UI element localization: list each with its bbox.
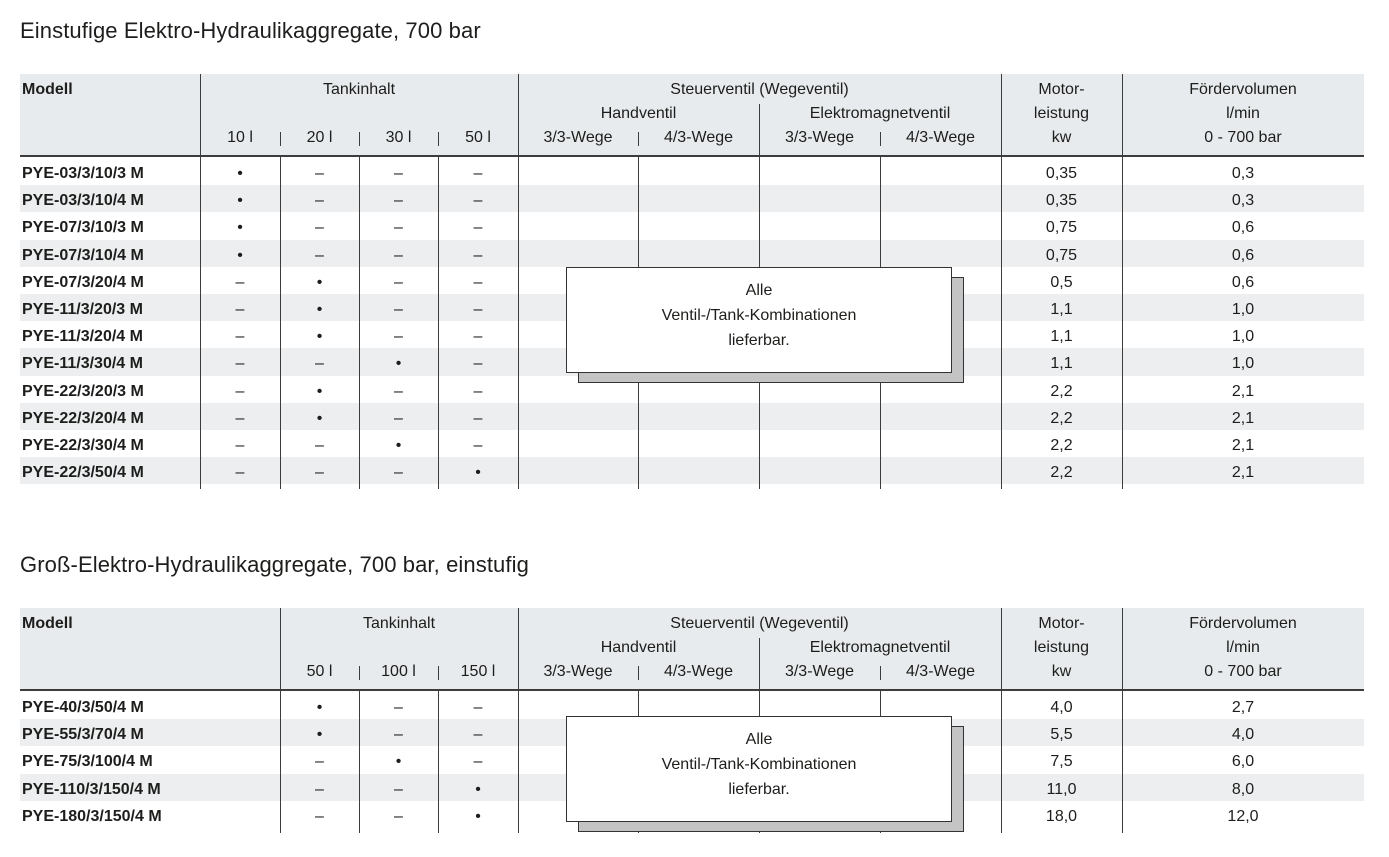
column-header-tank: Tankinhalt [362, 615, 436, 632]
header-divider [518, 74, 519, 155]
column-divider [280, 691, 281, 833]
available-dot: • [395, 437, 402, 454]
model-cell: PYE-22/3/30/4 M [22, 437, 144, 454]
model-cell: PYE-110/3/150/4 M [22, 780, 161, 798]
unavailable-dash: – [315, 355, 324, 373]
flow-volume-cell: 2,7 [1231, 699, 1255, 716]
column-header-motor: leistung [1033, 105, 1090, 122]
unavailable-dash: – [473, 726, 483, 744]
unavailable-dash: – [394, 382, 403, 400]
column-divider [1001, 691, 1002, 833]
flow-volume-cell: 0,6 [1231, 246, 1255, 264]
tank-size-header: 100 l [381, 663, 416, 680]
header-rule [20, 155, 1364, 157]
model-cell: PYE-22/3/50/4 M [22, 464, 144, 482]
flow-volume-cell: 2,1 [1231, 409, 1255, 427]
note-text: lieferbar. [728, 332, 790, 349]
unavailable-dash: – [315, 219, 324, 237]
valve-type-header: 3/3-Wege [543, 129, 613, 146]
flow-volume-cell: 2,1 [1231, 382, 1255, 400]
tank-size-header: 30 l [385, 129, 412, 146]
tank-size-tick [359, 666, 360, 680]
unavailable-dash: – [235, 464, 245, 482]
available-dot: • [237, 192, 243, 210]
motor-power-cell: 1,1 [1050, 355, 1073, 373]
model-cell: PYE-03/3/10/4 M [22, 192, 144, 210]
unavailable-dash: – [315, 464, 324, 482]
column-divider [518, 691, 519, 833]
header-rule [20, 689, 1364, 691]
unavailable-dash: – [394, 219, 403, 237]
valve-type-tick [880, 132, 881, 146]
model-cell: PYE-55/3/70/4 M [22, 726, 144, 744]
header-divider [280, 608, 281, 689]
column-divider [359, 157, 360, 489]
tank-size-header: 50 l [306, 663, 333, 680]
motor-power-cell: 0,35 [1045, 192, 1078, 210]
flow-volume-cell: 2,1 [1231, 437, 1255, 454]
column-header-flow: Fördervolumen [1189, 81, 1297, 98]
header-divider [1122, 74, 1123, 155]
motor-power-cell: 0,75 [1045, 246, 1078, 264]
unavailable-dash: – [473, 753, 483, 771]
tank-size-tick [438, 132, 439, 146]
motor-power-cell: 0,75 [1045, 219, 1078, 237]
column-header-flow: Fördervolumen [1189, 615, 1297, 632]
flow-volume-cell: 0,3 [1231, 165, 1255, 182]
model-cell: PYE-22/3/20/4 M [22, 409, 144, 427]
tank-size-header: 50 l [465, 129, 491, 146]
tank-size-tick [359, 132, 360, 146]
header-divider [1001, 74, 1002, 155]
column-divider [438, 157, 439, 489]
note-text: lieferbar. [728, 781, 790, 798]
unavailable-dash: – [394, 192, 403, 210]
motor-power-cell: 18,0 [1045, 807, 1078, 825]
column-header-flow: l/min [1226, 639, 1260, 656]
model-cell: PYE-22/3/20/3 M [22, 382, 144, 400]
tank-size-header: 20 l [306, 129, 333, 146]
flow-volume-cell: 8,0 [1231, 780, 1255, 798]
valve-type-header: 3/3-Wege [784, 663, 855, 680]
flow-volume-cell: 2,1 [1231, 464, 1255, 482]
column-header-motor: leistung [1033, 639, 1090, 656]
header-divider [518, 608, 519, 689]
valve-type-tick [880, 666, 881, 680]
unavailable-dash: – [394, 807, 403, 825]
column-header-handventil: Handventil [600, 105, 677, 122]
unavailable-dash: – [394, 409, 403, 427]
column-header-motor: kw [1051, 129, 1072, 146]
model-cell: PYE-11/3/20/3 M [22, 301, 143, 318]
available-dot: • [475, 780, 481, 798]
tank-size-tick [438, 666, 439, 680]
valve-type-header: 4/3-Wege [905, 663, 976, 680]
available-dot: • [395, 753, 402, 771]
column-header-motor: Motor- [1038, 615, 1085, 632]
motor-power-cell: 2,2 [1050, 437, 1073, 454]
valve-type-tick [638, 666, 639, 680]
motor-power-cell: 1,1 [1050, 301, 1073, 318]
motor-power-cell: 2,2 [1050, 382, 1073, 400]
column-header-tank: Tankinhalt [322, 81, 396, 98]
valve-type-header: 3/3-Wege [784, 129, 855, 146]
unavailable-dash: – [473, 273, 483, 291]
unavailable-dash: – [394, 726, 403, 744]
note-text: Alle [745, 282, 773, 299]
flow-volume-cell: 1,0 [1231, 355, 1255, 373]
unavailable-dash: – [315, 192, 324, 210]
available-dot: • [316, 382, 323, 400]
column-header-motor: kw [1051, 663, 1072, 680]
motor-power-cell: 7,5 [1050, 753, 1073, 771]
valve-type-header: 4/3-Wege [905, 129, 976, 146]
unavailable-dash: – [473, 699, 483, 716]
unavailable-dash: – [473, 409, 483, 427]
unavailable-dash: – [315, 437, 324, 454]
table-title: Einstufige Elektro-Hydraulikaggregate, 700 bar [20, 18, 481, 43]
column-header-model: Modell [22, 615, 73, 632]
unavailable-dash: – [235, 328, 245, 346]
model-cell: PYE-180/3/150/4 M [22, 807, 162, 825]
model-cell: PYE-11/3/30/4 M [22, 355, 143, 373]
note-text: Ventil-/Tank-Kombinationen [661, 307, 857, 324]
valve-type-header: 4/3-Wege [663, 663, 734, 680]
available-dot: • [316, 409, 323, 427]
unavailable-dash: – [394, 464, 403, 482]
model-cell: PYE-07/3/20/4 M [22, 273, 144, 291]
available-dot: • [316, 726, 323, 744]
motor-power-cell: 0,35 [1045, 165, 1078, 182]
column-header-valve: Steuerventil (Wegeventil) [670, 81, 849, 98]
column-divider [359, 691, 360, 833]
flow-volume-cell: 4,0 [1231, 726, 1255, 744]
unavailable-dash: – [235, 355, 245, 373]
column-header-valve: Steuerventil (Wegeventil) [670, 615, 849, 632]
flow-volume-cell: 0,3 [1231, 192, 1255, 210]
unavailable-dash: – [473, 246, 483, 264]
unavailable-dash: – [473, 437, 483, 454]
flow-volume-cell: 0,6 [1231, 273, 1255, 291]
unavailable-dash: – [473, 382, 483, 400]
unavailable-dash: – [394, 165, 403, 182]
unavailable-dash: – [315, 753, 324, 771]
unavailable-dash: – [473, 328, 483, 346]
available-dot: • [395, 355, 402, 373]
column-header-flow: 0 - 700 bar [1204, 129, 1282, 146]
valve-type-header: 3/3-Wege [543, 663, 613, 680]
column-divider [438, 691, 439, 833]
motor-power-cell: 2,2 [1050, 464, 1073, 482]
flow-volume-cell: 1,0 [1231, 328, 1255, 346]
header-divider [1122, 608, 1123, 689]
header-divider [1001, 608, 1002, 689]
column-divider [1122, 691, 1123, 833]
column-divider [518, 157, 519, 489]
available-dot: • [237, 246, 243, 264]
flow-volume-cell: 1,0 [1231, 301, 1255, 318]
unavailable-dash: – [235, 301, 245, 318]
unavailable-dash: – [473, 192, 483, 210]
column-divider [1001, 157, 1002, 489]
available-dot: • [316, 328, 323, 346]
column-divider [1122, 157, 1123, 489]
unavailable-dash: – [473, 301, 483, 318]
motor-power-cell: 1,1 [1050, 328, 1073, 346]
unavailable-dash: – [394, 328, 403, 346]
table-title: Groß-Elektro-Hydraulikaggregate, 700 bar, einstufig [20, 552, 529, 577]
column-header-flow: 0 - 700 bar [1204, 663, 1282, 680]
unavailable-dash: – [235, 409, 245, 427]
tank-size-tick [280, 132, 281, 146]
available-dot: • [237, 219, 243, 237]
column-header-model: Modell [22, 81, 73, 98]
motor-power-cell: 0,5 [1050, 273, 1073, 291]
header-divider [200, 74, 201, 155]
valve-type-tick [638, 132, 639, 146]
column-header-flow: l/min [1226, 105, 1260, 122]
motor-power-cell: 11,0 [1046, 780, 1077, 798]
column-header-elektromagnetventil: Elektromagnetventil [809, 639, 951, 656]
column-header-handventil: Handventil [600, 639, 677, 656]
column-divider [200, 157, 201, 489]
motor-power-cell: 5,5 [1050, 726, 1073, 744]
column-divider [280, 157, 281, 489]
note-text: Alle [745, 731, 773, 748]
model-cell: PYE-07/3/10/4 M [22, 246, 144, 264]
flow-volume-cell: 12,0 [1227, 807, 1259, 825]
header-divider [759, 104, 760, 155]
flow-volume-cell: 0,6 [1231, 219, 1255, 237]
model-cell: PYE-11/3/20/4 M [22, 328, 143, 346]
unavailable-dash: – [235, 382, 245, 400]
available-dot: • [316, 699, 323, 716]
model-cell: PYE-40/3/50/4 M [22, 699, 144, 716]
valve-type-header: 4/3-Wege [663, 129, 734, 146]
unavailable-dash: – [394, 699, 403, 716]
model-cell: PYE-03/3/10/3 M [22, 165, 144, 182]
unavailable-dash: – [235, 273, 245, 291]
header-divider [759, 638, 760, 689]
available-dot: • [237, 165, 243, 182]
model-cell: PYE-07/3/10/3 M [22, 219, 144, 237]
unavailable-dash: – [394, 273, 403, 291]
motor-power-cell: 2,2 [1050, 409, 1073, 427]
flow-volume-cell: 6,0 [1231, 753, 1255, 771]
available-dot: • [316, 273, 323, 291]
model-cell: PYE-75/3/100/4 M [22, 753, 153, 771]
column-header-motor: Motor- [1038, 81, 1085, 98]
unavailable-dash: – [315, 165, 324, 182]
unavailable-dash: – [235, 437, 245, 454]
unavailable-dash: – [473, 165, 483, 182]
unavailable-dash: – [473, 355, 483, 373]
tank-size-header: 150 l [460, 663, 496, 680]
available-dot: • [316, 301, 323, 318]
available-dot: • [475, 807, 481, 825]
tank-size-header: 10 l [227, 129, 253, 146]
note-text: Ventil-/Tank-Kombinationen [661, 756, 857, 773]
column-header-elektromagnetventil: Elektromagnetventil [809, 105, 951, 122]
unavailable-dash: – [473, 219, 483, 237]
unavailable-dash: – [394, 780, 403, 798]
available-dot: • [475, 464, 481, 482]
unavailable-dash: – [315, 807, 324, 825]
unavailable-dash: – [394, 246, 403, 264]
motor-power-cell: 4,0 [1050, 699, 1073, 716]
unavailable-dash: – [394, 301, 403, 318]
unavailable-dash: – [315, 246, 324, 264]
unavailable-dash: – [315, 780, 324, 798]
